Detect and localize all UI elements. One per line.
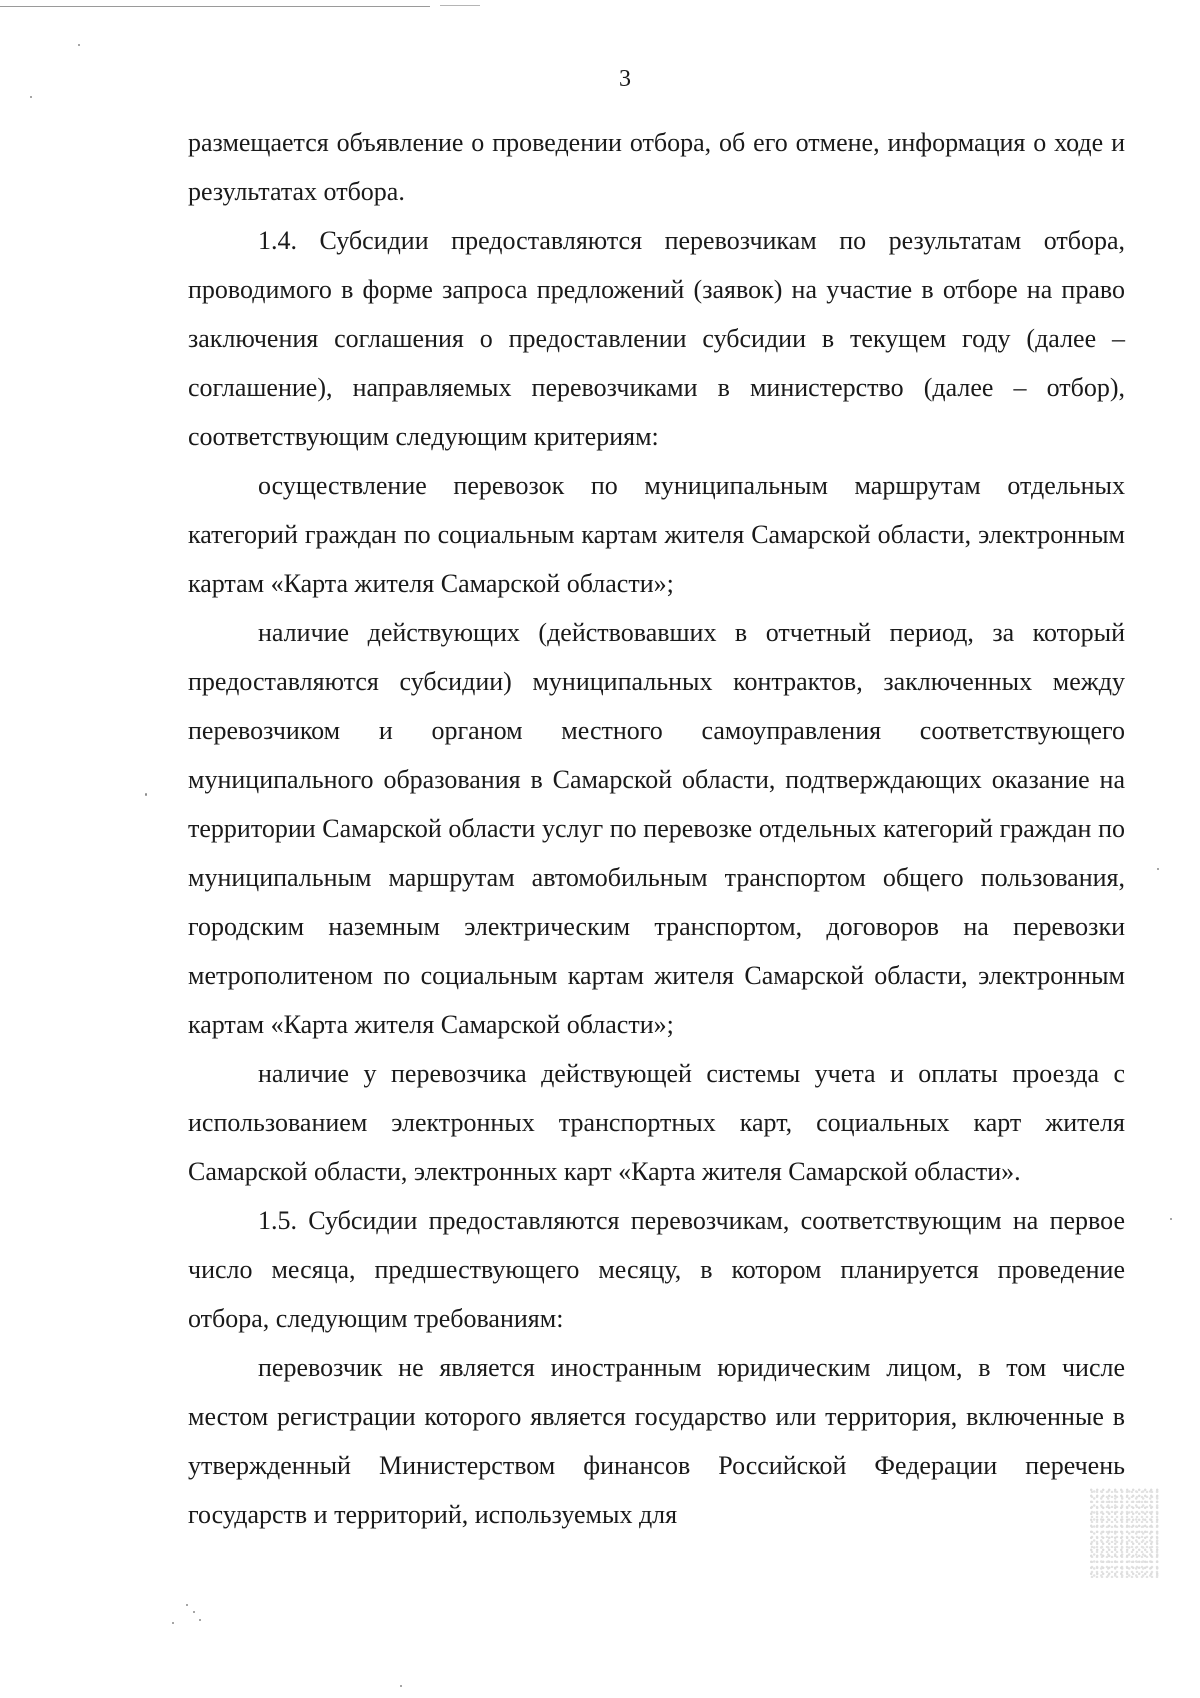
scan-speck bbox=[78, 44, 80, 46]
scan-speck bbox=[1170, 1218, 1172, 1220]
document-body bbox=[188, 118, 1125, 1539]
paragraph-4: наличие действующих (действовавших в отчетный период, за который предоставляются субсидии) муниципальных контрактов, заключенных между перевозчиком и органом местного самоуправления соответствующего муниципального образования в Самарской области, подтверждающих оказание на территории Самарской области услуг по перевозке отдельных категорий граждан по муниципальным маршрутам автомобильным транспортом общего пользования, городским наземным электрическим транспортом, договоров на перевозки метрополитеном по социальным картам жителя Самарской области, электронным картам «Карта жителя Самарской области»; bbox=[188, 618, 1125, 1039]
paragraph-7: перевозчик не является иностранным юридическим лицом, в том числе местом регистрации которого является государство или территория, включенные в утвержденный Министерством финансов Российской Федерации перечень государств и территорий, используемых для bbox=[188, 1353, 1125, 1529]
paragraph-6: 1.5. Субсидии предоставляются перевозчикам, соответствующим на первое число месяца, предшествующего месяцу, в котором планируется проведение отбора, следующим требованиям: bbox=[188, 1206, 1125, 1333]
page-number: 3 bbox=[619, 66, 631, 92]
scan-speck bbox=[172, 1622, 174, 1624]
scan-noise bbox=[1090, 1488, 1160, 1578]
scan-speck bbox=[186, 1604, 188, 1606]
scan-speck bbox=[199, 1619, 201, 1621]
paragraph-5: наличие у перевозчика действующей системы учета и оплаты проезда с использованием электронных транспортных карт, социальных карт жителя Самарской области, электронных карт «Карта жителя Самарской области». bbox=[188, 1059, 1125, 1186]
scan-speck bbox=[400, 1685, 402, 1687]
scan-speck bbox=[145, 793, 147, 796]
scan-speck bbox=[1157, 868, 1159, 870]
paragraph-3: осуществление перевозок по муниципальным маршрутам отдельных категорий граждан по социальным картам жителя Самарской области, электронным картам «Карта жителя Самарской области»; bbox=[188, 471, 1125, 598]
scan-speck bbox=[193, 1611, 195, 1613]
paragraph-2: 1.4. Субсидии предоставляются перевозчикам по результатам отбора, проводимого в форме запроса предложений (заявок) на участие в отборе на право заключения соглашения о предоставлении субсидии в текущем году (далее – соглашение), направляемых перевозчиками в министерство (далее – отбор), соответствующим следующим критериям: bbox=[188, 226, 1125, 451]
scan-speck bbox=[30, 96, 32, 98]
scan-edge-line bbox=[440, 5, 480, 6]
scan-edge-line bbox=[0, 6, 430, 7]
paragraph-1: размещается объявление о проведении отбора, об его отмене, информация о ходе и результатах отбора. bbox=[188, 128, 1125, 206]
